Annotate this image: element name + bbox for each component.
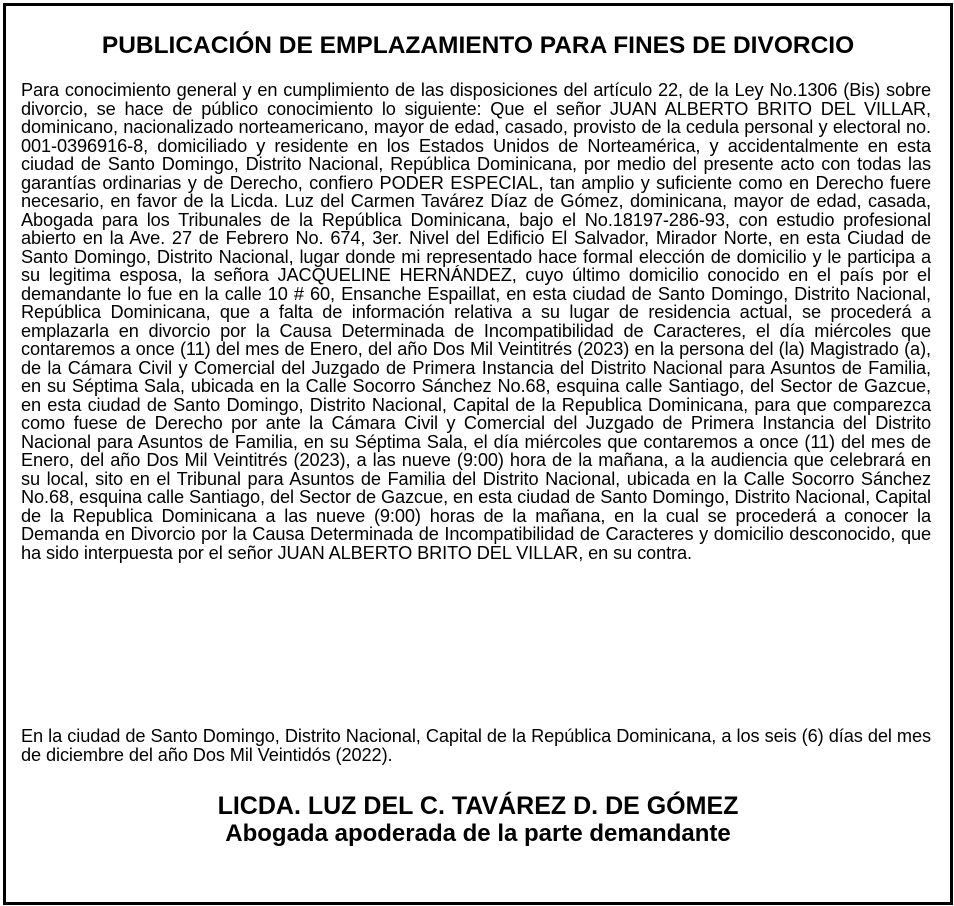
legal-notice: [3, 3, 953, 905]
signature-block: [6, 792, 950, 848]
signatory-role: Abogada apoderada de la parte demandante: [225, 820, 731, 847]
notice-date-paragraph: En la ciudad de Santo Domingo, Distrito Nacional, Capital de la República Dominicana, a los seis (6) días del mes de diciembre del año Dos Mil Veintidós (2022).: [21, 726, 931, 765]
signatory-name: LICDA. LUZ DEL C. TAVÁREZ D. DE GÓMEZ: [217, 792, 739, 820]
notice-title: PUBLICACIÓN DE EMPLAZAMIENTO PARA FINES DE DIVORCIO: [101, 32, 855, 59]
notice-body-paragraph: Para conocimiento general y en cumplimiento de las disposiciones del artículo 22, de la Ley No.1306 (Bis) sobre divorcio, se hace de público conocimiento lo siguiente: Que el señor JUAN ALBERTO BRITO DEL VILLAR, dominicano, nacionalizado norteamericano, mayor de edad, casado, provisto de la cedula personal y electoral no. 001-0396916-8, domiciliado y residente en los Estados Unidos de Norteamérica, y accidentalmente en esta ciudad de Santo Domingo, Distrito Nacional, República Dominicana, por medio del presente acto con todas las garantías ordinarias y de Derecho, confiero PODER ESPECIAL, tan amplio y suficiente como en Derecho fuere necesario, en favor de la Licda. Luz del Carmen Tavárez Díaz de Gómez, dominicana, mayor de edad, casada, Abogada para los Tribunales de la República Dominicana, bajo el No.18197-286-93, con estudio profesional abierto en la Ave. 27 de Febrero No. 674, 3er. Nivel del Edificio El Salvador, Mirador Norte, en esta Ciudad de Santo Domingo, Distrito Nacional, lugar donde mi representado hace formal elección de domicilio y le participa a su legitima esposa, la señora JACQUELINE HERNÁNDEZ, cuyo último domicilio conocido en el país por el demandante lo fue en la calle 10 # 60, Ensanche Espaillat, en esta ciudad de Santo Domingo, Distrito Nacional, República Dominicana, que a falta de información relativa a su lugar de residencia actual, se procederá a emplazarla en divorcio por la Causa Determinada de Incompatibilidad de Caracteres, el día miércoles que contaremos a once (11) del mes de Enero, del año Dos Mil Veintitrés (2023) en la persona del (la) Magistrado (a), de la Cámara Civil y Comercial del Juzgado de Primera Instancia del Distrito Nacional para Asuntos de Familia, en su Séptima Sala, ubicada en la Calle Socorro Sánchez No.68, esquina calle Santiago, del Sector de Gazcue, en esta ciudad de Santo Domingo, Distrito Nacional, Capital de la Republica Dominicana, para que comparezca como fuese de Derecho por ante la Cámara Civil y Comercial del Juzgado de Primera Instancia del Distrito Nacional para Asuntos de Familia, en su Séptima Sala, el día miércoles que contaremos a once (11) del mes de Enero, del año Dos Mil Veintitrés (2023), a las nueve (9:00) hora de la mañana, a la audiencia que celebrará en su local, sito en el Tribunal para Asuntos de Familia del Distrito Nacional, ubicada en la Calle Socorro Sánchez No.68, esquina calle Santiago, del Sector de Gazcue, en esta ciudad de Santo Domingo, Distrito Nacional, Capital de la Republica Dominicana a las nueve (9:00) horas de la mañana, en la cual se procederá a conocer la Demanda en Divorcio por la Causa Determinada de Incompatibilidad de Caracteres y domicilio desconocido, que ha sido interpuesta por el señor JUAN ALBERTO BRITO DEL VILLAR, en su contra.: [21, 80, 931, 563]
